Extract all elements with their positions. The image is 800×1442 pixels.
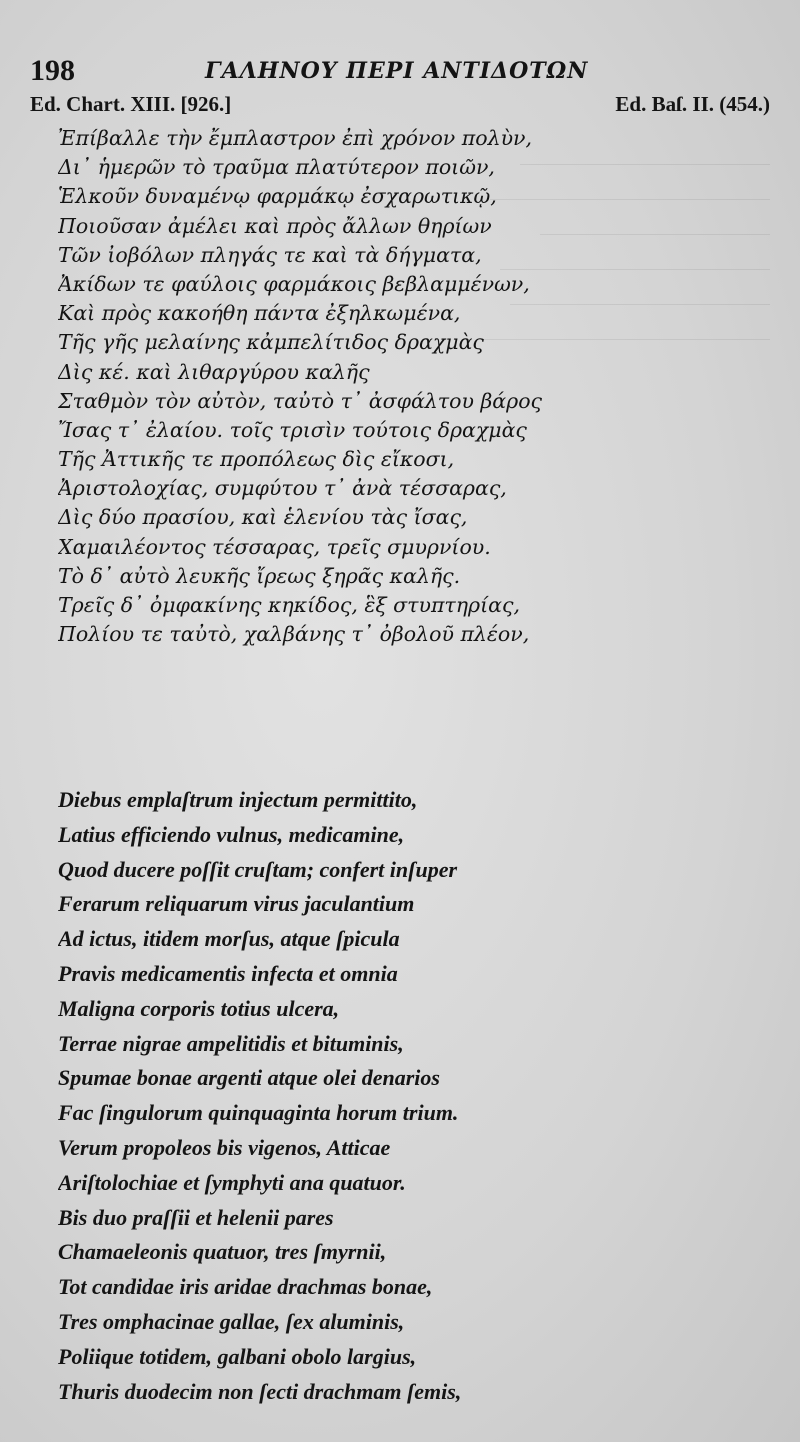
latin-line: Ad ictus, itidem morſus, atque ſpicula <box>58 926 400 952</box>
greek-line: Καὶ πρὸς κακοήθη πάντα ἐξηλκωμένα, <box>58 301 461 326</box>
latin-line: Maligna corporis totius ulcera, <box>58 995 340 1021</box>
latin-line: Thuris duodecim non ſecti drachmam ſemis, <box>58 1378 462 1404</box>
greek-line: Δὶς δύο πρασίου, καὶ ἑλενίου τὰς ἴσας, <box>58 505 468 530</box>
greek-line: Ἐπίβαλλε τὴν ἔμπλαστρον ἐπὶ χρόνον πολὺν, <box>58 126 533 150</box>
latin-line: Terrae nigrae ampelitidis et bituminis, <box>58 1030 404 1056</box>
greek-line: Σταθμὸν τὸν αὐτὸν, ταὐτὸ τ᾽ ἀσφάλτου βάρος <box>58 388 543 413</box>
greek-verse-block <box>58 124 778 649</box>
greek-line: Ποιοῦσαν ἀμέλει καὶ πρὸς ἄλλων θηρίων <box>58 213 492 238</box>
page-header <box>30 54 770 92</box>
latin-line: Latius efficiendo vulnus, medicamine, <box>58 821 405 847</box>
latin-line: Tres omphacinae gallae, ſex aluminis, <box>58 1308 405 1334</box>
latin-line: Ferarum reliquarum virus jaculantium <box>58 891 415 917</box>
greek-line: Τῶν ἰοβόλων πληγάς τε καὶ τὰ δήγματα, <box>58 242 482 267</box>
greek-line: Ἴσας τ᾽ ἐλαίου. τοῖς τρισὶν τούτοις δραχμὰς <box>58 417 527 442</box>
greek-line: Τῆς Ἀττικῆς τε προπόλεως δὶς εἴκοσι, <box>58 447 455 472</box>
edition-reference-right: Ed. Baſ. II. (454.) <box>615 92 770 116</box>
page-number: 198 <box>30 54 75 87</box>
latin-line: Quod ducere poſſit cruſtam; confert inſuper <box>58 856 458 882</box>
latin-line: Tot candidae iris aridae drachmas bonae, <box>58 1274 433 1300</box>
latin-line: Diebus emplaſtrum injectum permittito, <box>58 787 418 812</box>
latin-line: Ariſtolochiae et ſymphyti ana quatuor. <box>58 1169 406 1195</box>
latin-line: Poliique totidem, galbani obolo largius, <box>58 1343 417 1369</box>
greek-line: Δὶς κέ. καὶ λιθαργύρου καλῆς <box>58 359 370 384</box>
latin-line: Spumae bonae argenti atque olei denarios <box>58 1065 440 1091</box>
greek-line: Ἑλκοῦν δυναμένῳ φαρμάκῳ ἐσχαρωτικῷ, <box>58 184 497 209</box>
greek-line: Τὸ δ᾽ αὐτὸ λευκῆς ἴρεως ξηρᾶς καλῆς. <box>58 563 461 588</box>
latin-verse-block <box>58 783 778 1409</box>
greek-line: Πολίου τε ταὐτὸ, χαλβάνης τ᾽ ὀβολοῦ πλέον, <box>58 622 530 647</box>
latin-line: Bis duo praſſii et helenii pares <box>58 1204 334 1230</box>
latin-line: Chamaeleonis quatuor, tres ſmyrnii, <box>58 1239 387 1265</box>
greek-line: Τρεῖς δ᾽ ὀμφακίνης κηκίδος, ἓξ στυπτηρίας, <box>58 593 520 617</box>
edition-reference-line <box>30 92 770 120</box>
greek-line: Χαμαιλέοντος τέσσαρας, τρεῖς σμυρνίου. <box>58 534 491 559</box>
greek-line: Ἀριστολοχίας, συμφύτου τ᾽ ἀνὰ τέσσαρας, <box>58 476 507 501</box>
greek-line: Δι᾽ ἡμερῶν τὸ τραῦμα πλατύτερον ποιῶν, <box>58 155 495 180</box>
running-title: ΓΑΛΗΝΟΥ ΠΕΡΙ ΑΝΤΙΔΟΤΩΝ <box>205 58 589 84</box>
latin-line: Pravis medicamentis infecta et omnia <box>58 960 398 986</box>
latin-line: Fac ſingulorum quinquaginta horum trium. <box>58 1100 459 1126</box>
edition-reference-left: Ed. Chart. XIII. [926.] <box>30 92 232 116</box>
greek-line: Τῆς γῆς μελαίνης κἀμπελίτιδος δραχμὰς <box>58 330 484 355</box>
latin-line: Verum propoleos bis vigenos, Atticae <box>58 1134 391 1160</box>
greek-line: Ἀκίδων τε φαύλοις φαρμάκοις βεβλαμμένων, <box>58 271 530 296</box>
